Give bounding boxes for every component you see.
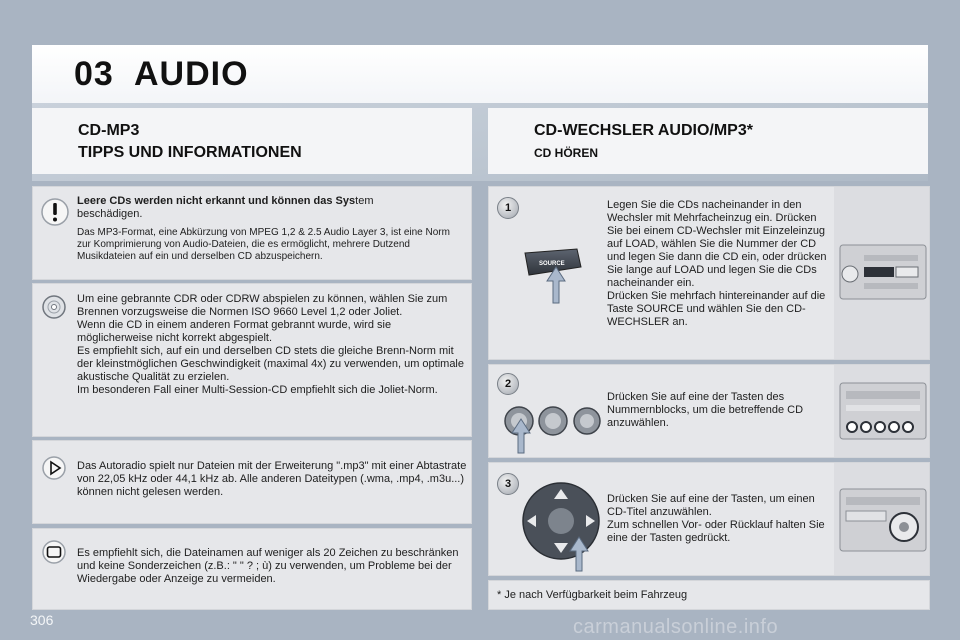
note-icon xyxy=(41,539,67,565)
filenames-text: Es empfiehlt sich, die Dateinamen auf weniger als 20 Zeichen zu beschränken und keine Sonderzeichen (z.B.: " " ? ; ù) zu verwenden, um Probleme bei der Wiedergabe oder Anzeige zu vermeiden. xyxy=(77,547,459,585)
mp3-format-text: Das MP3-Format, eine Abkürzung von MPEG 1,2 & 2.5 Audio Layer 3, ist eine Norm zur Komprimierung von Audio-Dateien, die es ermöglicht, mehrere Dutzend Musikdateien auf ein und derselben CD abzuspeichern. xyxy=(77,227,450,262)
tip-box-warning-text xyxy=(77,195,463,221)
footnote-text: * Je nach Verfügbarkeit beim Fahrzeug xyxy=(497,589,688,601)
radio-unit-icon xyxy=(834,187,929,359)
left-section-title-line1: CD-MP3 xyxy=(78,122,140,139)
watermark: carmanualsonline.info xyxy=(573,616,779,638)
step3-number: 3 xyxy=(497,473,519,495)
step2-number: 2 xyxy=(497,373,519,395)
filetypes-text: Das Autoradio spielt nur Dateien mit der Erweiterung ".mp3" mit einer Abtastrate von 22,05 kHz oder 44,1 kHz ab. Alle anderen Dateitypen (.wma, .mp4, .m3u...) können nicht gelesen werden. xyxy=(77,460,467,498)
source-button-label: SOURCE xyxy=(539,261,565,267)
warning-line2: beschädigen. xyxy=(77,208,143,220)
radio-panel-image-3 xyxy=(834,463,929,575)
left-section-title-line2: TIPPS UND INFORMATIONEN xyxy=(78,144,302,161)
play-icon xyxy=(41,455,67,481)
right-section-header xyxy=(488,108,928,174)
number-keys-illustration xyxy=(501,399,601,455)
warning-lead-bold: Leere CDs werden nicht erkannt und können das Sys xyxy=(77,195,356,207)
chapter-number: 03 xyxy=(74,55,114,93)
step3-box xyxy=(488,462,930,576)
tip-box-filetypes xyxy=(32,440,472,524)
warning-icon xyxy=(40,197,70,227)
step1-box xyxy=(488,186,930,360)
tip-box-burning xyxy=(32,283,472,437)
step3-text: Drücken Sie auf eine der Tasten, um einen CD-Titel anzuwählen. Zum schnellen Vor- oder Rücklauf halten Sie eine der Tasten gedrückt. xyxy=(607,493,825,544)
page-number: 306 xyxy=(30,612,54,628)
step2-text: Drücken Sie auf eine der Tasten des Nummernblocks, um die betreffende CD anzuwählen. xyxy=(607,391,804,429)
left-section-header xyxy=(32,108,472,174)
step1-number: 1 xyxy=(497,197,519,219)
burning-tips-text: Um eine gebrannte CDR oder CDRW abspielen zu können, wählen Sie zum Brennen vorzugsweise die Normen ISO 9660 Level 1,2 oder Joliet. Wenn die CD in einem anderen Format gebrannt wurde, wird sie möglicherweise nicht korrekt abgespielt. Es empfiehlt sich, auf ein und derselben CD stets die gleiche Brenn-Norm mit der kleinstmöglichen Geschwindigkeit (maximal 4x) zu verwenden, um optimale akustische Qualität zu erzielen. Im besonderen Fall einer Multi-Session-CD empfiehlt sich die Joliet-Norm. xyxy=(77,293,464,396)
warning-lead-rest: tem xyxy=(355,195,374,207)
step1-text: Legen Sie die CDs nacheinander in den Wechsler mit Mehrfacheinzug ein. Drücken Sie bei einem CD-Wechsler mit Einzeleinzug auf LOAD, wählen Sie die Nummer der CD und legen Sie dann die CD ein, oder drücken Sie lange auf LOAD und legen Sie die CDs nacheinander ein. Drücken Sie mehrfach hintereinander auf die Taste SOURCE und wählen Sie den CD-WECHSLER an. xyxy=(607,199,827,328)
step2-box xyxy=(488,364,930,458)
direction-pad-illustration xyxy=(519,481,605,573)
chapter-title: AUDIO xyxy=(134,55,249,93)
radio-dpad-icon xyxy=(834,463,929,575)
radio-keypad-icon xyxy=(834,365,929,457)
right-section-subtitle: CD HÖREN xyxy=(534,146,599,160)
cd-icon xyxy=(41,294,67,320)
tip-box-filenames xyxy=(32,528,472,610)
source-button-illustration xyxy=(519,247,589,307)
right-section-title: CD-WECHSLER AUDIO/MP3* xyxy=(534,122,753,139)
radio-panel-image-2 xyxy=(834,365,929,457)
radio-panel-image-1 xyxy=(834,187,929,359)
footnote-box xyxy=(488,580,930,610)
tip-box-warning xyxy=(32,186,472,280)
